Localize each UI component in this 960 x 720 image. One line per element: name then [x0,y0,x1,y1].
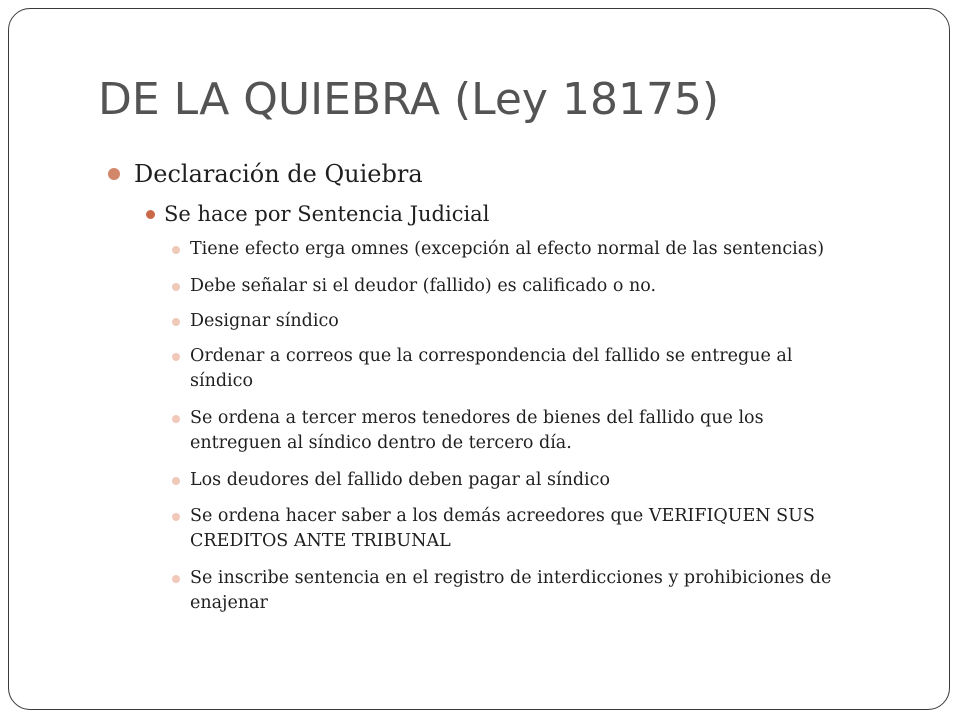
list-item [190,566,880,616]
list-item-line: Tiene efecto erga omnes (excepción al efecto normal de las sentencias) [190,239,825,259]
bullet-level3-icon [172,246,180,254]
list-item-line: CREDITOS ANTE TRIBUNAL [190,531,451,551]
list-item [190,344,880,394]
bullet-level3-icon [172,513,180,521]
bullet-level3-icon [172,575,180,583]
slide-title: DE LA QUIEBRA (Ley 18175) [98,74,720,125]
list-item-line: Ordenar a correos que la correspondencia del fallido se entregue al [190,346,793,366]
list-item [190,468,880,493]
list-item [190,237,880,262]
list-item-line: Debe señalar si el deudor (fallido) es calificado o no. [190,276,657,296]
list-item [190,504,880,554]
bullet-level3-icon [172,283,180,291]
level2-bullet-text: Se hace por Sentencia Judicial [164,202,490,226]
list-item-line: Se ordena a tercer meros tenedores de bienes del fallido que los [190,408,764,428]
bullet-level1-icon [108,168,120,180]
bullet-level2-icon [146,210,155,219]
list-item-line: Se ordena hacer saber a los demás acreedores que VERIFIQUEN SUS [190,506,815,526]
list-item-line: entreguen al síndico dentro de tercero día. [190,433,572,453]
list-item [190,406,880,456]
list-item [190,274,880,299]
list-item-line: Los deudores del fallido deben pagar al síndico [190,470,610,490]
level1-bullet-text: Declaración de Quiebra [134,160,423,188]
list-item [190,309,880,334]
list-item-line: Se inscribe sentencia en el registro de interdicciones y prohibiciones de [190,568,832,588]
bullet-level3-icon [172,353,180,361]
list-item-line: síndico [190,371,253,391]
bullet-level3-icon [172,477,180,485]
bullet-level3-icon [172,415,180,423]
bullet-level3-icon [172,318,180,326]
list-item-line: Designar síndico [190,311,339,331]
list-item-line: enajenar [190,593,268,613]
